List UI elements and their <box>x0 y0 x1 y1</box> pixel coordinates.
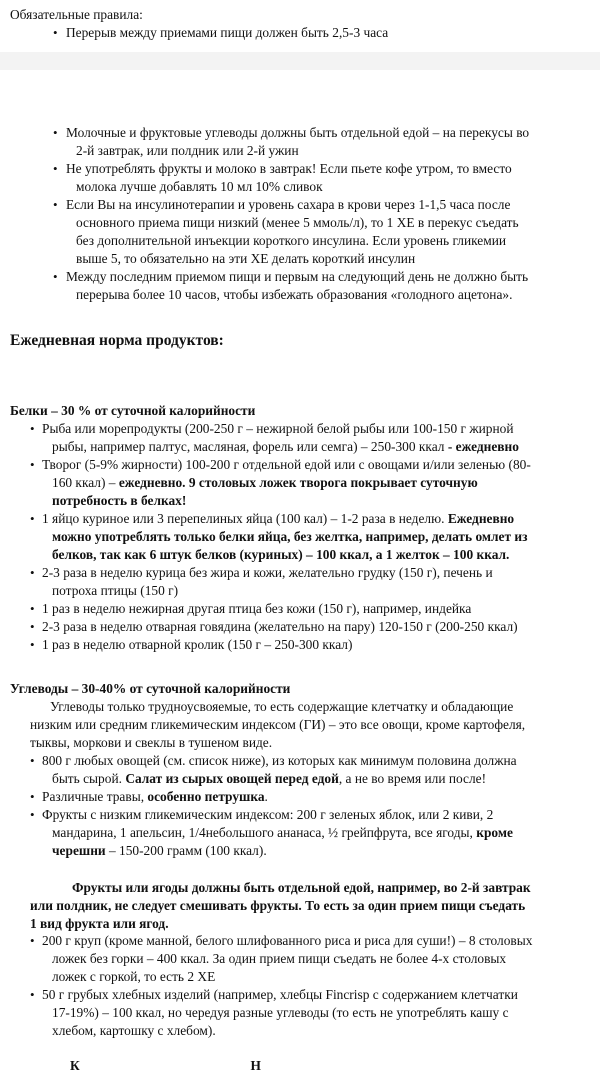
list-item: • Различные травы, особенно петрушка. <box>0 788 600 806</box>
list-item: • Не употреблять фрукты и молоко в завтрак! Если пьете кофе утром, то вместо молока лучше добавлять 10 мл 10% сливок <box>0 160 600 196</box>
list-item: • 200 г круп (кроме манной, белого шлифованного риса и риса для суши!) – 8 столовых ложек без горки – 400 ккал. За один прием пищи съедать не более 4-х столовых ложек с горкой, то есть 2 ХЕ <box>0 932 600 986</box>
list-item: • 2-3 раза в неделю отварная говядина (желательно на пару) 120-150 г (200-250 ккал) <box>0 618 600 636</box>
list-item: • Если Вы на инсулинотерапии и уровень сахара в крови через 1-1,5 часа после основного приема пищи низкий (менее 5 ммоль/л), то 1 ХЕ в перекус съедать без дополнительной инъекции короткого инсулина. Если уровень гликемии выше 5, то обязательно на эти ХЕ делать короткий инсулин <box>0 196 600 268</box>
list-item: • Фрукты с низким гликемическим индексом: 200 г зеленых яблок, или 2 киви, 2 мандарина, 1 апельсин, 1/4небольшого ананаса, ½ грейпфрута, все ягоды, кроме черешни – 150-200 грамм (100 ккал). <box>0 806 600 860</box>
carbs-section: Углеводы – 30-40% от суточной калорийности Углеводы только трудноусвояемые, то есть содержащие клетчатку и обладающие низким или средним гликемическим индексом (ГИ) – это все овощи, кроме картофеля, тыквы, моркови и свеклы в тушеном виде. • 800 г любых овощей (см. список ниже), из которых как минимум половина должна быть сырой. Салат из сырых овощей перед едой, а не во время или после! • Различные травы, особенно петрушка. • Фрукты с низким гликемическим индексом: 200 г зеленых яблок, или 2 киви, 2 мандарина, 1 апельсин, 1/4небольшого ананаса, ½ грейпфрута, все ягоды, кроме черешни – 150-200 грамм (100 ккал). <box>0 680 600 860</box>
rules-label: Обязательные правила: <box>10 7 143 22</box>
fruit-note: Фрукты или ягоды должны быть отдельной едой, например, во 2-й завтрак или полдник, не следует смешивать фрукты. То есть за один прием пищи съедать 1 вид фрукта или ягод. <box>30 880 531 931</box>
list-item: • Перерыв между приемами пищи должен быть 2,5-3 часа <box>0 24 600 42</box>
proteins-heading: Белки – 30 % от суточной калорийности <box>10 403 256 418</box>
list-item: • 1 раз в неделю отварной кролик (150 г – 250-300 ккал) <box>0 636 600 654</box>
list-item: • 1 яйцо куриное или 3 перепелиных яйца (100 кал) – 1-2 раза в неделю. Ежедневно можно употреблять только белки яйца, без желтка, например, делать омлет из белков, так как 6 штук белков (куриных) – 100 ккал, а 1 желток – 100 ккал. <box>0 510 600 564</box>
list-item: • Молочные и фруктовые углеводы должны быть отдельной едой – на перекусы во 2-й завтрак, или полдник или 2-й ужин <box>0 124 600 160</box>
list-item: • 1 раз в неделю нежирная другая птица без кожи (150 г), например, индейка <box>0 600 600 618</box>
proteins-section <box>0 402 600 654</box>
list-item: • Творог (5-9% жирности) 100-200 г отдельной едой или с овощами и/или зеленью (80- 160 ккал) – ежедневно. 9 столовых ложек творога покрывает суточную потребность в белках! <box>0 456 600 510</box>
rules-list <box>0 124 600 304</box>
grains-list <box>0 932 600 1040</box>
daily-heading: Ежедневная норма продуктов: <box>10 332 224 349</box>
list-item: • 800 г любых овощей (см. список ниже), из которых как минимум половина должна быть сырой. Салат из сырых овощей перед едой, а не во время или после! <box>0 752 600 788</box>
list-item: • Между последним приемом пищи и первым на следующий день не должно быть перерыва более 10 часов, чтобы избежать образования «голодного ацетона». <box>0 268 600 304</box>
list-item: • 2-3 раза в неделю курица без жира и кожи, желательно грудку (150 г), печень и потроха птицы (150 г) <box>0 564 600 600</box>
page-divider <box>0 52 600 70</box>
carbs-heading: Углеводы – 30-40% от суточной калорийности <box>10 681 291 696</box>
cut-off-line: К Н <box>70 1058 261 1073</box>
top-rules <box>0 6 600 42</box>
list-item: • 50 г грубых хлебных изделий (например, хлебцы Fincrisp с содержанием клетчатки 17-19%) – 100 ккал, но чередуя разные углеводы (то есть не употреблять кашу с хлебом, картошку с хлебом). <box>0 986 600 1040</box>
list-item: • Рыба или морепродукты (200-250 г – нежирной белой рыбы или 100-150 г жирной рыбы, например палтус, масляная, форель или семга) – 250-300 ккал - ежедневно <box>0 420 600 456</box>
